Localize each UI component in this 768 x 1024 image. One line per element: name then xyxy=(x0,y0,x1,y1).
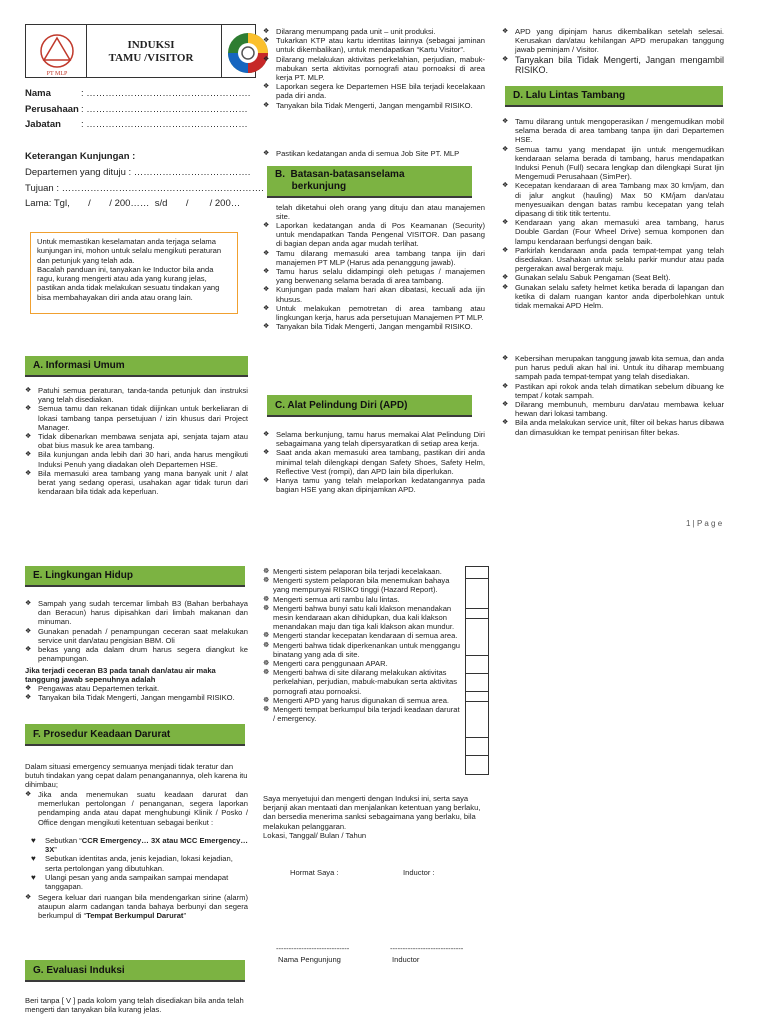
visitor-signature-line[interactable]: ----------------------------- xyxy=(276,944,350,953)
list-item: ❖ Patuhi semua peraturan, tanda-tanda petunjuk dan instruksi yang telah disediakan. xyxy=(25,386,248,404)
checkbox[interactable] xyxy=(466,674,488,692)
list-item: ❖ Bila memasuki area tambang yang mana banyak unit / alat berat yang sedang operasi, usahakan agar tidak turun dari kendaraan bila tidak ada keperluan. xyxy=(25,469,248,497)
field-nama[interactable] xyxy=(25,88,250,99)
section-b-top-list xyxy=(263,27,485,110)
list-item: ❖ Kecepatan kendaraan di area Tambang max 30 km/jam, dan di jalur angkut (hauling) Max 50 KM/jam dan/atau menyesuaikan dengan batas rambu kecepatan yang telah dipasang di titik titik tertentu. xyxy=(502,181,724,218)
list-item: ❖ APD yang dipinjam harus dikembalikan setelah selesai. Kerusakan dan/atau kehilangan APD merupakan tanggung jawab peminjam / Visitor. xyxy=(502,27,724,55)
section-f-intro: Dalam situasi emergency semuanya menjadi tidak teratur dan butuh tindakan yang cepat dalam penanganannya, oleh karena itu dihimbau; xyxy=(25,762,248,790)
list-item: ❖ bekas yang ada dalam drum harus segera diangkut ke penampungan. xyxy=(25,645,248,663)
list-item: ❖ Gunakan selalu Sabuk Pengaman (Seat Belt). xyxy=(502,273,724,282)
checkbox[interactable] xyxy=(466,619,488,656)
list-item: ❖ Hanya tamu yang telah melaporkan kedatangannya pada bagian HSE yang akan dipinjamkan APD. xyxy=(263,476,485,494)
list-item: ❖ Saat anda akan memasuki area tambang, pastikan diri anda minimal telah dilengkapi dengan Safety Shoes, Safety Helm, Reflective Vest (rompi), dan APD lain bila diperlukan. xyxy=(263,448,485,476)
nama-label: Nama xyxy=(25,88,51,99)
section-d-list xyxy=(502,117,724,310)
checklist-item: ☸ Mengerti bahwa bunyi satu kali klakson menandakan mesin kendaraan akan dihidupkan, dua kali klakson menandakan maju dan tiga kali klakson akan mundur. xyxy=(263,604,463,632)
perusahaan-label: Perusahaan xyxy=(25,104,79,115)
nama-pengunjung: Nama Pengunjung xyxy=(278,955,341,964)
section-d-heading: D. Lalu Lintas Tambang xyxy=(505,86,723,107)
section-c-cont-list xyxy=(502,27,724,75)
field-jabatan[interactable] xyxy=(25,119,248,130)
list-item: ❖ Tanyakan bila Tidak Mengerti, Jangan mengambil RISIKO. xyxy=(263,101,485,110)
section-g-text: Beri tanpa [ V ] pada kolom yang telah disediakan bila anda telah mengerti dan tanyakan bila kurang jelas. xyxy=(25,996,244,1015)
list-item: ❖ Tukarkan KTP atau kartu identitas lainnya (sebagai jaminan untuk dikembalikan), untuk mendapatkan “Kartu Visitor”. xyxy=(263,36,485,54)
section-c-heading: C. Alat Pelindung Diri (APD) xyxy=(267,395,472,417)
section-f-list xyxy=(25,790,248,827)
list-item: ❖ Kendaraan yang akan memasuki area tambang, harus Double Gardan (Four Wheel Drive) semua komponen dan lampu kendaraan berfungsi dengan baik. xyxy=(502,218,724,246)
checklist-item: ☸ Mengerti bahwa di site dilarang melakukan aktivitas perkelahian, perjudian, mabuk-mabukan serta aktivitas pornografi atau pornoaksi. xyxy=(263,668,463,696)
jabatan-value: : …………………………………………… xyxy=(81,119,248,130)
list-item: ♥ Ulangi pesan yang anda sampaikan sampai mendapat tanggapan. xyxy=(25,873,248,891)
list-item: ❖ Gunakan selalu safety helmet ketika berada di lapangan dan ketika di dalam ruangan kantor anda diperbolehkan untuk tidak memakai APD Helm. xyxy=(502,283,724,311)
list-item: ❖ Pastikan api rokok anda telah dimatikan sebelum dibuang ke tempat / kotak sampah. xyxy=(502,382,724,400)
checklist-item: ☸ Mengerti cara penggunaan APAR. xyxy=(263,659,463,668)
header-box xyxy=(25,24,256,78)
checklist xyxy=(263,567,463,723)
list-item: ❖ Tanyakan bila Tidak Mengerti, Jangan mengambil RISIKO. xyxy=(263,322,485,331)
section-c-list xyxy=(263,430,485,494)
perusahaan-value: : …………………………………………… xyxy=(81,104,248,115)
checkbox[interactable] xyxy=(466,702,488,738)
checkbox[interactable] xyxy=(466,579,488,609)
section-a-heading: A. Informasi Umum xyxy=(25,356,248,377)
list-item: ♥ Sebutkan “CCR Emergency… 3X atau MCC Emergency… 3X” xyxy=(25,836,248,854)
list-item: ❖ Dilarang melakukan aktivitas perkelahian, perjudian, mabuk-mabukan serta aktivitas pornografi atau pornoaksi di area kerja PT. MLP. xyxy=(263,55,485,83)
inductor-signature-line[interactable]: ----------------------------- xyxy=(390,944,464,953)
section-b-list xyxy=(263,221,485,331)
checklist-item: ☸ Mengerti APD yang harus digunakan di semua area. xyxy=(263,696,463,705)
list-item: ❖ Selama berkunjung, tamu harus memakai Alat Pelindung Diri sebagaimana yang telah dipersyaratkan di setiap area kerja. xyxy=(263,430,485,448)
nama-value: : ……………………………………………. xyxy=(81,88,251,99)
list-item: ❖ Jika anda menemukan suatu keadaan darurat dan memerlukan pertolongan / penanganan, segera laporkan pendamping anda atau dapat menghubungi Klinik / Posko / Office dengan mengikuti ketentuan sebagai berikut : xyxy=(25,790,248,827)
list-item: ❖ Tamu dilarang memasuki area tambang tanpa ijin dari manajemen PT MLP (Harus ada penanggung jawab). xyxy=(263,249,485,267)
section-f-hearts xyxy=(25,836,248,891)
inductor-label: Inductor : xyxy=(403,868,435,877)
list-item: ❖ Dilarang membunuh, memburu dan/atau membawa keluar hewan dari lokasi tambang. xyxy=(502,400,724,418)
section-f-list2 xyxy=(25,893,248,921)
page-number: 1 | P a g e xyxy=(686,519,723,528)
list-item: ❖ Kunjungan pada malam hari akan dibatasi, kecuali ada ijin khusus. xyxy=(263,285,485,303)
list-item: ❖ Gunakan penadah / penampungan ceceran saat melakukan service unit dan/atau pengisian BBM. Oli xyxy=(25,627,248,645)
field-perusahaan[interactable] xyxy=(25,104,248,115)
section-b-heading: B. Batasan-batasanselama berkunjung xyxy=(267,166,472,198)
checkbox[interactable] xyxy=(466,609,488,619)
checklist-item: ☸ Mengerti tempat berkumpul bila terjadi keadaan darurat / emergency. xyxy=(263,705,463,723)
checkbox[interactable] xyxy=(466,756,488,774)
list-item: ❖ Tidak dibenarkan membawa senjata api, senjata tajam atau obat bius masuk ke area tambang. xyxy=(25,432,248,450)
company-logo xyxy=(34,31,80,77)
section-f-heading: F. Prosedur Keadaan Darurat xyxy=(25,724,245,746)
section-a-list xyxy=(25,386,248,496)
keterangan-label: Keterangan Kunjungan : xyxy=(25,151,136,162)
list-item: ❖ Untuk melakukan pemotretan di area tambang atau lingkungan kerja, harus ada persetujuan Manajemen PT MLP. xyxy=(263,304,485,322)
checklist-item: ☸ Mengerti standar kecepatan kendaraan di semua area. xyxy=(263,631,463,640)
checkbox[interactable] xyxy=(466,692,488,702)
field-tujuan[interactable]: Tujuan : ………………………………………………………. xyxy=(25,183,264,194)
list-item: ❖ Laporkan segera ke Departemen HSE bila terjadi kecelakaan pada diri anda. xyxy=(263,82,485,100)
svg-text:PT MLP: PT MLP xyxy=(46,71,68,77)
jabatan-label: Jabatan xyxy=(25,119,61,130)
document-title: INDUKSI TAMU /VISITOR xyxy=(108,39,194,64)
checkbox[interactable] xyxy=(466,738,488,756)
list-item: ❖ Laporkan kedatangan anda di Pos Keamanan (Security) untuk mendapatkan Tanda Pengenal VISITOR. Dan pasang di bagian depan anda agar mudah terlihat. xyxy=(263,221,485,249)
note-box: Untuk memastikan keselamatan anda terjaga selama kunjungan ini, mohon untuk selalu mengikuti peraturan dan petunjuk yang telah ada. Bacalah panduan ini, tanyakan ke Inductor bila anda ragu, kurang mengerti atau ada yang kurang jelas, pastikan anda tidak melakukan sesuatu tindakan yang bisa membahayakan diri anda atau orang lain. xyxy=(30,232,238,314)
checklist-item: ☸ Mengerti sistem pelaporan bila terjadi kecelakaan. xyxy=(263,567,463,576)
section-g-heading: G. Evaluasi Induksi xyxy=(25,960,245,982)
list-item: ❖ Tanyakan bila Tidak Mengerti, Jangan mengambil RISIKO. xyxy=(502,55,724,75)
section-b-cont: telah diketahui oleh orang yang dituju dan atau manajemen site. xyxy=(276,203,485,222)
section-e-bold: Jika terjadi ceceran B3 pada tanah dan/atau air maka tanggung jawab sepenuhnya adalah xyxy=(25,666,216,685)
hormat-saya: Hormat Saya : xyxy=(290,868,339,877)
checkbox-column xyxy=(465,566,489,775)
list-item: ❖ Semua tamu dan rekanan tidak diijinkan untuk berkeliaran di lokasi tambang tanpa persetujuan / izin khusus dari Project Manager. xyxy=(25,404,248,432)
list-item: ❖ Semua tamu yang mendapat ijin untuk mengemudikan kendaraan selama berada di tambang, harus mendapatkan Induksi Penuh (Full) secara lengkap dan dilengkapi Surat Ijin Mengemudi Perusahaan (SimPer). xyxy=(502,145,724,182)
field-lama[interactable]: Lama: Tgl, / / 200…… s/d / / 200… xyxy=(25,198,241,209)
checklist-item: ☸ Mengerti semua arti rambu lalu lintas. xyxy=(263,595,463,604)
section-d2-list xyxy=(502,354,724,437)
agreement-statement: Saya menyetujui dan mengerti dengan Induksi ini, serta saya berjanji akan mentaati dan menjalankan ketentuan yang berlaku, dan bersedia menerima sanksi sebagaimana yang berlaku, bila melakukan pelanggaran. Lokasi, Tanggal/ Bulan / Tahun xyxy=(263,794,481,840)
list-item: ❖ Bila kunjungan anda lebih dari 30 hari, anda harus mengikuti Induksi Penuh yang diadakan oleh Departemen HSE. xyxy=(25,450,248,468)
list-item: ❖ Bila anda melakukan service unit, filter oil bekas harus dibawa dan dimasukkan ke tempat penirisan filter bekas. xyxy=(502,418,724,436)
field-departemen[interactable]: Departemen yang dituju : ………………………………. xyxy=(25,167,251,178)
section-e-list2 xyxy=(25,684,248,702)
list-item: ❖ Sampah yang sudah tercemar limbah B3 (Bahan berbahaya dan Beracun) harus dipisahkan dari limbah makanan dan minuman. xyxy=(25,599,248,627)
list-item: ❖ Kebersihan merupakan tanggung jawab kita semua, dan anda pun harus peduli akan hal ini. Untuk itu diharap membuang sampah pada tempat-tempat yang telah disediakan. xyxy=(502,354,724,382)
checkbox[interactable] xyxy=(466,567,488,579)
list-item: ❖ Pastikan kedatangan anda di semua Job Site PT. MLP xyxy=(263,149,485,158)
checklist-item: ☸ Mengerti bahwa tidak diperkenankan untuk menggangu binatang yang ada di site. xyxy=(263,641,463,659)
checklist-item: ☸ Mengerti system pelaporan bila menemukan bahaya yang mempunyai RISIKO tinggi (Hazard Report). xyxy=(263,576,463,594)
list-item: ❖ Dilarang menumpang pada unit – unit produksi. xyxy=(263,27,485,36)
list-item: ❖ Tanyakan bila Tidak Mengerti, Jangan mengambil RISIKO. xyxy=(25,693,248,702)
list-item: ♥ Sebutkan identitas anda, jenis kejadian, lokasi kejadian, serta pertolongan yang dibutuhkan. xyxy=(25,854,248,872)
section-e-heading: E. Lingkungan Hidup xyxy=(25,566,245,587)
list-item: ❖ Tamu harus selalu didampingi oleh petugas / manajemen yang berwenang selama berada di area tambang. xyxy=(263,267,485,285)
checkbox[interactable] xyxy=(466,656,488,674)
list-item: ❖ Parkirlah kendaraan anda pada tempat-tempat yang telah disediakan. Usahakan untuk selalu parkir mundur atau pada pergerakan awal bergerak maju. xyxy=(502,246,724,274)
list-item: ❖ Pengawas atau Departemen terkait. xyxy=(25,684,248,693)
inductor-name: Inductor xyxy=(392,955,420,964)
list-item: ❖ Segera keluar dari ruangan bila mendengarkan sirine (alarm) ataupun alarm cadangan tanda bahaya berbunyi dan segera berkumpul di “Tempat Berkumpul Darurat” xyxy=(25,893,248,921)
list-item: ❖ Tamu dilarang untuk mengoperasikan / mengemudikan mobil selama berada di area tambang tanpa ijin dari Departemen HSE. xyxy=(502,117,724,145)
section-e-list xyxy=(25,599,248,663)
section-b-jobsite xyxy=(263,149,485,158)
